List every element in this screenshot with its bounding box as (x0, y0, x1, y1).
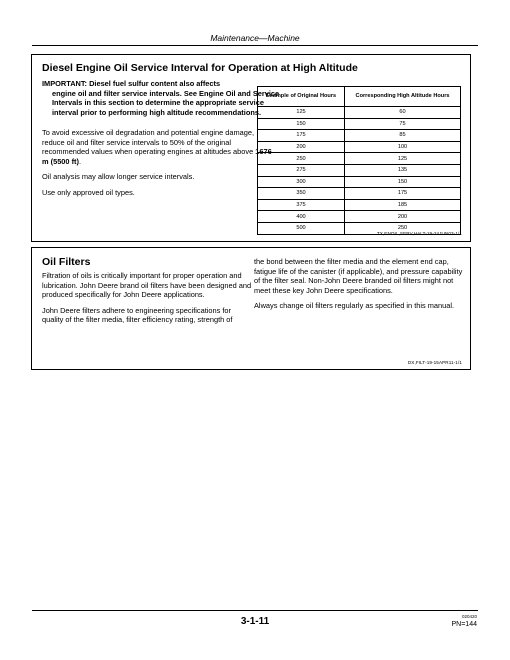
table-row (258, 107, 461, 119)
table-cell: 125 (345, 153, 461, 165)
table-cell: 135 (345, 164, 461, 176)
table-cell: 375 (258, 199, 345, 211)
table-row (258, 153, 461, 165)
table-cell: 125 (258, 107, 345, 119)
table-cell: 400 (258, 211, 345, 223)
reference-code: DX,FILT-19-15APR11-1/1 (407, 360, 462, 365)
table-row (258, 141, 461, 153)
paragraph: Use only approved oil types. (42, 187, 135, 197)
important-lead: IMPORTANT: Diesel fuel sulfur content also affects (42, 79, 221, 88)
table-cell: 200 (345, 211, 461, 223)
section-high-altitude (31, 54, 471, 242)
table-row (258, 176, 461, 188)
footer-code: 020420 (461, 614, 477, 619)
column-header-high-altitude: Corresponding High Altitude Hours (345, 87, 461, 107)
table-cell: 60 (345, 107, 461, 119)
header-divider (32, 45, 478, 46)
table-cell: 250 (345, 222, 461, 234)
altitude-value: 1676 m (5500 ft) (42, 147, 272, 166)
table-header-row (258, 87, 461, 107)
table-row (258, 164, 461, 176)
section-oil-filters (31, 247, 471, 370)
table-row (258, 130, 461, 142)
paragraph: John Deere filters adhere to engineering specifications for quality of the filter media, filter efficiency rating, strength of (42, 305, 233, 325)
paragraph: Oil analysis may allow longer service intervals. (42, 172, 195, 182)
paragraph (42, 128, 274, 166)
table-row (258, 118, 461, 130)
table-cell: 150 (345, 176, 461, 188)
important-rest: engine oil and filter service intervals. See Engine Oil and Service Intervals in this section to determine the appropriate service interval prior to performing high altitude recommendations. (52, 88, 280, 117)
right-column (254, 257, 466, 317)
table-cell: 275 (258, 164, 345, 176)
section-title: Diesel Engine Oil Service Interval for Operation at High Altitude (42, 62, 358, 74)
table-cell: 250 (258, 153, 345, 165)
paragraph: Filtration of oils is critically important for proper operation and lubrication. John Deere brand oil filters have been designed and produced specifically for John Deere applications. (42, 271, 252, 300)
important-notice (42, 79, 282, 117)
service-interval-table (257, 86, 461, 235)
table-cell: 500 (258, 222, 345, 234)
paragraph: the bond between the filter media and the element end cap, fatigue life of the canister (if applicable), and pressure capability of the filter seal. Non-John Deere branded oil filters might not meet these key John Deere specifications. (254, 257, 463, 295)
table-row (258, 188, 461, 200)
table-cell: 100 (345, 141, 461, 153)
table-cell: 200 (258, 141, 345, 153)
table-cell: 150 (258, 118, 345, 130)
section-body (42, 128, 274, 204)
paragraph-text: To avoid excessive oil degradation and potential engine damage, reduce oil and filter service intervals to 50% of the original recommended values when operating engines at altitudes above 1676 m (5500 ft). (42, 128, 272, 166)
table-cell: 185 (345, 199, 461, 211)
table-cell: 175 (258, 130, 345, 142)
table-cell: 85 (345, 130, 461, 142)
footer-divider (32, 610, 478, 611)
page-number: 3-1-11 (240, 616, 270, 627)
table-row (258, 199, 461, 211)
paragraph: Always change oil filters regularly as specified in this manual. (254, 301, 455, 311)
table-cell: 350 (258, 188, 345, 200)
table-row (258, 211, 461, 223)
page-ref: PN=144 (451, 621, 477, 628)
section-title: Oil Filters (42, 256, 91, 268)
table-cell: 175 (345, 188, 461, 200)
reference-code: TX,ENOIL,SERV,HALT-19-24JUN03-1/1 (376, 231, 462, 236)
page-header-title: Maintenance—Machine (210, 33, 300, 43)
table-cell: 75 (345, 118, 461, 130)
table-cell: 300 (258, 176, 345, 188)
left-column (42, 271, 254, 331)
column-header-original: Example of Original Hours (258, 87, 345, 107)
